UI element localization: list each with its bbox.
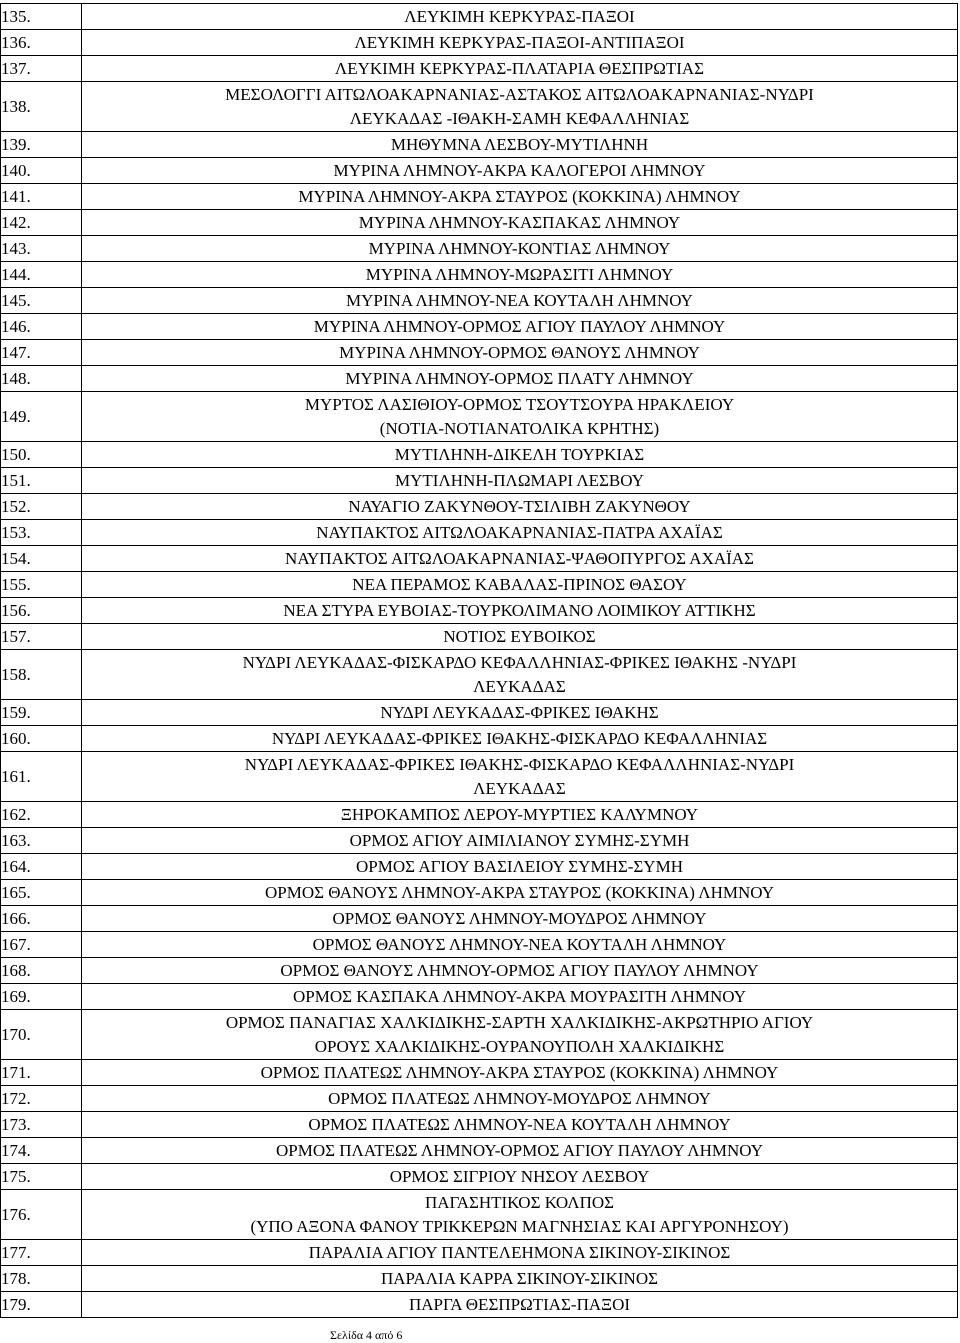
table-row [1, 1190, 958, 1240]
table-row [1, 624, 958, 650]
table-row [1, 1060, 958, 1086]
row-number: 177. [1, 1240, 82, 1266]
row-number: 153. [1, 520, 82, 546]
route-name [82, 1060, 958, 1086]
row-number: 171. [1, 1060, 82, 1086]
row-number: 138. [1, 82, 82, 132]
route-name [82, 932, 958, 958]
route-name-line: ΛΕΥΚΙΜΗ ΚΕΡΚΥΡΑΣ-ΠΑΞΟΙ [404, 6, 635, 26]
table-row [1, 288, 958, 314]
row-number: 150. [1, 442, 82, 468]
route-name-line: ΜΥΡΙΝΑ ΛΗΜΝΟΥ-ΟΡΜΟΣ ΘΑΝΟΥΣ ΛΗΜΝΟΥ [339, 342, 700, 362]
row-number: 141. [1, 184, 82, 210]
table-row [1, 442, 958, 468]
table-row [1, 726, 958, 752]
table-row [1, 468, 958, 494]
row-number: 156. [1, 598, 82, 624]
route-name [82, 468, 958, 494]
route-name-line: ΜΕΣΟΛΟΓΓΙ ΑΙΤΩΛΟΑΚΑΡΝΑΝΙΑΣ-ΑΣΤΑΚΟΣ ΑΙΤΩΛΟΑΚΑΡΝΑΝΙΑΣ-ΝΥΔΡΙ [225, 84, 814, 104]
row-number: 174. [1, 1138, 82, 1164]
route-name [82, 262, 958, 288]
route-name [82, 624, 958, 650]
route-name [82, 1164, 958, 1190]
route-name-line: ΛΕΥΚΙΜΗ ΚΕΡΚΥΡΑΣ-ΠΛΑΤΑΡΙΑ ΘΕΣΠΡΩΤΙΑΣ [334, 58, 705, 78]
row-number: 135. [1, 4, 82, 30]
route-name [82, 184, 958, 210]
route-name-line: ΜΥΡΙΝΑ ΛΗΜΝΟΥ-ΚΑΣΠΑΚΑΣ ΛΗΜΝΟΥ [358, 212, 681, 232]
table-row [1, 340, 958, 366]
row-number: 169. [1, 984, 82, 1010]
route-name [82, 828, 958, 854]
row-number: 146. [1, 314, 82, 340]
route-name-line: ΝΑΥΑΓΙΟ ΖΑΚΥΝΘΟΥ-ΤΣΙΛΙΒΗ ΖΑΚΥΝΘΟΥ [348, 496, 691, 516]
route-name-line: ΟΡΜΟΣ ΘΑΝΟΥΣ ΛΗΜΝΟΥ-ΟΡΜΟΣ ΑΓΙΟΥ ΠΑΥΛΟΥ ΛΗΜΝΟΥ [280, 960, 759, 980]
route-name-line: ΟΡΜΟΣ ΠΑΝΑΓΙΑΣ ΧΑΛΚΙΔΙΚΗΣ-ΣΑΡΤΗ ΧΑΛΚΙΔΙΚΗΣ-ΑΚΡΩΤΗΡΙΟ ΑΓΙΟΥ [225, 1012, 814, 1032]
route-name-line: ΜΥΡΤΟΣ ΛΑΣΙΘΙΟΥ-ΟΡΜΟΣ ΤΣΟΥΤΣΟΥΡΑ ΗΡΑΚΛΕΙΟΥ [304, 394, 735, 414]
route-name-line: ΝΑΥΠΑΚΤΟΣ ΑΙΤΩΛΟΑΚΑΡΝΑΝΙΑΣ-ΠΑΤΡΑ ΑΧΑΪΑΣ [316, 522, 723, 542]
route-name-line: ΝΕΑ ΣΤΥΡΑ ΕΥΒΟΙΑΣ-ΤΟΥΡΚΟΛΙΜΑΝΟ ΛΟΙΜΙΚΟΥ ΑΤΤΙΚΗΣ [283, 600, 756, 620]
route-name [82, 288, 958, 314]
row-number: 151. [1, 468, 82, 494]
table-row [1, 1266, 958, 1292]
route-name [82, 158, 958, 184]
table-row [1, 158, 958, 184]
table-row [1, 210, 958, 236]
route-name [82, 802, 958, 828]
route-name-line: ΟΡΜΟΣ ΘΑΝΟΥΣ ΛΗΜΝΟΥ-ΜΟΥΔΡΟΣ ΛΗΜΝΟΥ [332, 908, 707, 928]
table-row [1, 314, 958, 340]
route-name [82, 984, 958, 1010]
row-number: 142. [1, 210, 82, 236]
route-name-line: ΜΥΡΙΝΑ ΛΗΜΝΟΥ-ΑΚΡΑ ΣΤΑΥΡΟΣ (ΚΟΚΚΙΝΑ) ΛΗΜΝΟΥ [298, 186, 741, 206]
route-name [82, 1112, 958, 1138]
table-row [1, 236, 958, 262]
table-row [1, 958, 958, 984]
route-name-line: ΟΡΜΟΣ ΘΑΝΟΥΣ ΛΗΜΝΟΥ-ΝΕΑ ΚΟΥΤΑΛΗ ΛΗΜΝΟΥ [312, 934, 727, 954]
route-name-line: ΝΕΑ ΠΕΡΑΜΟΣ ΚΑΒΑΛΑΣ-ΠΡΙΝΟΣ ΘΑΣΟΥ [352, 574, 687, 594]
row-number: 176. [1, 1190, 82, 1240]
route-name-line: (ΥΠΟ ΑΞΟΝΑ ΦΑΝΟΥ ΤΡΙΚΚΕΡΩΝ ΜΑΓΝΗΣΙΑΣ ΚΑΙ ΑΡΓΥΡΟΝΗΣΟΥ) [250, 1216, 789, 1236]
row-number: 165. [1, 880, 82, 906]
table-row [1, 572, 958, 598]
route-name [82, 366, 958, 392]
route-name [82, 210, 958, 236]
table-row [1, 802, 958, 828]
route-name [82, 494, 958, 520]
table-row [1, 598, 958, 624]
table-row [1, 132, 958, 158]
route-name [82, 854, 958, 880]
route-name [82, 56, 958, 82]
table-row [1, 366, 958, 392]
route-name-line: ΛΕΥΚΙΜΗ ΚΕΡΚΥΡΑΣ-ΠΑΞΟΙ-ΑΝΤΙΠΑΞΟΙ [354, 32, 685, 52]
row-number: 159. [1, 700, 82, 726]
table-row [1, 828, 958, 854]
row-number: 154. [1, 546, 82, 572]
row-number: 155. [1, 572, 82, 598]
route-name-line: ΝΥΔΡΙ ΛΕΥΚΑΔΑΣ-ΦΡΙΚΕΣ ΙΘΑΚΗΣ-ΦΙΣΚΑΡΔΟ ΚΕΦΑΛΛΗΝΙΑΣ-ΝΥΔΡΙ [244, 754, 795, 774]
row-number: 145. [1, 288, 82, 314]
table-row [1, 392, 958, 442]
route-name-line: ΜΥΡΙΝΑ ΛΗΜΝΟΥ-ΝΕΑ ΚΟΥΤΑΛΗ ΛΗΜΝΟΥ [346, 290, 693, 310]
row-number: 140. [1, 158, 82, 184]
route-name-line: ΜΥΤΙΛΗΝΗ-ΠΛΩΜΑΡΙ ΛΕΣΒΟΥ [395, 470, 644, 490]
route-name-line: ΜΥΡΙΝΑ ΛΗΜΝΟΥ-ΜΩΡΑΣΙΤΙ ΛΗΜΝΟΥ [365, 264, 674, 284]
route-name-line: ΟΡΜΟΣ ΘΑΝΟΥΣ ΛΗΜΝΟΥ-ΑΚΡΑ ΣΤΑΥΡΟΣ (ΚΟΚΚΙΝΑ) ΛΗΜΝΟΥ [264, 882, 774, 902]
route-name-line: ΜΥΡΙΝΑ ΛΗΜΝΟΥ-ΚΟΝΤΙΑΣ ΛΗΜΝΟΥ [368, 238, 671, 258]
route-name [82, 442, 958, 468]
page-footer: Σελίδα 4 από 6 [330, 1328, 403, 1342]
row-number: 170. [1, 1010, 82, 1060]
route-name [82, 132, 958, 158]
row-number: 136. [1, 30, 82, 56]
route-name [82, 30, 958, 56]
row-number: 164. [1, 854, 82, 880]
route-name [82, 1086, 958, 1112]
route-name [82, 4, 958, 30]
route-name-line: ΛΕΥΚΑΔΑΣ [473, 778, 566, 798]
table-row [1, 184, 958, 210]
row-number: 173. [1, 1112, 82, 1138]
table-row [1, 1112, 958, 1138]
row-number: 137. [1, 56, 82, 82]
table-row [1, 30, 958, 56]
route-name-line: ΟΡΜΟΣ ΚΑΣΠΑΚΑ ΛΗΜΝΟΥ-ΑΚΡΑ ΜΟΥΡΑΣΙΤΗ ΛΗΜΝΟΥ [293, 986, 746, 1006]
route-name [82, 236, 958, 262]
routes-table-body [1, 4, 958, 1318]
table-row [1, 494, 958, 520]
route-name-line: ΟΡΜΟΣ ΑΓΙΟΥ ΑΙΜΙΛΙΑΝΟΥ ΣΥΜΗΣ-ΣΥΜΗ [349, 830, 690, 850]
route-name-line: ΜΥΡΙΝΑ ΛΗΜΝΟΥ-ΟΡΜΟΣ ΑΓΙΟΥ ΠΑΥΛΟΥ ΛΗΜΝΟΥ [313, 316, 726, 336]
route-name-line: ΝΥΔΡΙ ΛΕΥΚΑΔΑΣ-ΦΡΙΚΕΣ ΙΘΑΚΗΣ-ΦΙΣΚΑΡΔΟ ΚΕΦΑΛΛΗΝΙΑΣ [271, 728, 768, 748]
route-name-line: ΟΡΜΟΣ ΣΙΓΡΙΟΥ ΝΗΣΟΥ ΛΕΣΒΟΥ [389, 1166, 650, 1186]
route-name [82, 1240, 958, 1266]
route-name [82, 906, 958, 932]
route-name-line: ΟΡΜΟΣ ΠΛΑΤΕΩΣ ΛΗΜΝΟΥ-ΝΕΑ ΚΟΥΤΑΛΗ ΛΗΜΝΟΥ [308, 1114, 731, 1134]
table-row [1, 1164, 958, 1190]
table-row [1, 880, 958, 906]
row-number: 179. [1, 1292, 82, 1318]
route-name-line: ΛΕΥΚΑΔΑΣ [473, 676, 566, 696]
route-name-line: ΜΥΡΙΝΑ ΛΗΜΝΟΥ-ΑΚΡΑ ΚΑΛΟΓΕΡΟΙ ΛΗΜΝΟΥ [333, 160, 706, 180]
table-row [1, 546, 958, 572]
table-row [1, 1010, 958, 1060]
route-name-line: ΛΕΥΚΑΔΑΣ -ΙΘΑΚΗ-ΣΑΜΗ ΚΕΦΑΛΛΗΝΙΑΣ [349, 108, 690, 128]
route-name [82, 1292, 958, 1318]
table-row [1, 82, 958, 132]
route-name [82, 598, 958, 624]
route-name-line: (ΝΟΤΙΑ-ΝΟΤΙΑΝΑΤΟΛΙΚΑ ΚΡΗΤΗΣ) [379, 418, 660, 438]
route-name-line: ΠΑΡΓΑ ΘΕΣΠΡΩΤΙΑΣ-ΠΑΞΟΙ [408, 1294, 631, 1314]
route-name [82, 392, 958, 442]
route-name [82, 726, 958, 752]
row-number: 143. [1, 236, 82, 262]
row-number: 157. [1, 624, 82, 650]
route-name [82, 880, 958, 906]
row-number: 160. [1, 726, 82, 752]
route-name [82, 650, 958, 700]
table-row [1, 700, 958, 726]
table-row [1, 1240, 958, 1266]
table-row [1, 1138, 958, 1164]
route-name [82, 314, 958, 340]
table-row [1, 4, 958, 30]
route-name [82, 1010, 958, 1060]
row-number: 175. [1, 1164, 82, 1190]
row-number: 139. [1, 132, 82, 158]
table-row [1, 520, 958, 546]
route-name-line: ΝΑΥΠΑΚΤΟΣ ΑΙΤΩΛΟΑΚΑΡΝΑΝΙΑΣ-ΨΑΘΟΠΥΡΓΟΣ ΑΧΑΪΑΣ [285, 548, 754, 568]
route-name [82, 572, 958, 598]
route-name-line: ΜΥΤΙΛΗΝΗ-ΔΙΚΕΛΗ ΤΟΥΡΚΙΑΣ [394, 444, 645, 464]
table-row [1, 1086, 958, 1112]
route-name-line: ΝΥΔΡΙ ΛΕΥΚΑΔΑΣ-ΦΡΙΚΕΣ ΙΘΑΚΗΣ [380, 702, 659, 722]
row-number: 178. [1, 1266, 82, 1292]
routes-table [0, 3, 958, 1318]
route-name [82, 82, 958, 132]
route-name-line: ΜΗΘΥΜΝΑ ΛΕΣΒΟΥ-ΜΥΤΙΛΗΝΗ [390, 134, 649, 154]
row-number: 158. [1, 650, 82, 700]
route-name-line: ΝΥΔΡΙ ΛΕΥΚΑΔΑΣ-ΦΙΣΚΑΡΔΟ ΚΕΦΑΛΛΗΝΙΑΣ-ΦΡΙΚΕΣ ΙΘΑΚΗΣ -ΝΥΔΡΙ [242, 652, 797, 672]
row-number: 162. [1, 802, 82, 828]
row-number: 144. [1, 262, 82, 288]
row-number: 166. [1, 906, 82, 932]
table-row [1, 650, 958, 700]
route-name [82, 520, 958, 546]
row-number: 168. [1, 958, 82, 984]
row-number: 148. [1, 366, 82, 392]
row-number: 152. [1, 494, 82, 520]
row-number: 167. [1, 932, 82, 958]
route-name [82, 340, 958, 366]
table-row [1, 752, 958, 802]
row-number: 147. [1, 340, 82, 366]
route-name [82, 1190, 958, 1240]
route-name [82, 752, 958, 802]
route-name-line: ΠΑΡΑΛΙΑ ΑΓΙΟΥ ΠΑΝΤΕΛΕΗΜΟΝΑ ΣΙΚΙΝΟΥ-ΣΙΚΙΝΟΣ [308, 1242, 731, 1262]
table-row [1, 906, 958, 932]
route-name-line: ΜΥΡΙΝΑ ΛΗΜΝΟΥ-ΟΡΜΟΣ ΠΛΑΤΥ ΛΗΜΝΟΥ [345, 368, 694, 388]
row-number: 163. [1, 828, 82, 854]
table-row [1, 262, 958, 288]
row-number: 161. [1, 752, 82, 802]
route-name-line: ΞΗΡΟΚΑΜΠΟΣ ΛΕΡΟΥ-ΜΥΡΤΙΕΣ ΚΑΛΥΜΝΟΥ [340, 804, 699, 824]
route-name [82, 700, 958, 726]
table-row [1, 1292, 958, 1318]
route-name [82, 1138, 958, 1164]
table-row [1, 932, 958, 958]
table-row [1, 854, 958, 880]
route-name [82, 1266, 958, 1292]
route-name [82, 546, 958, 572]
row-number: 172. [1, 1086, 82, 1112]
route-name-line: ΟΡΜΟΣ ΑΓΙΟΥ ΒΑΣΙΛΕΙΟΥ ΣΥΜΗΣ-ΣΥΜΗ [356, 856, 683, 876]
route-name-line: ΝΟΤΙΟΣ ΕΥΒΟΙΚΟΣ [443, 626, 596, 646]
route-name-line: ΠΑΓΑΣΗΤΙΚΟΣ ΚΟΛΠΟΣ [424, 1192, 615, 1212]
table-row [1, 56, 958, 82]
route-name [82, 958, 958, 984]
route-name-line: ΟΡΜΟΣ ΠΛΑΤΕΩΣ ΛΗΜΝΟΥ-ΑΚΡΑ ΣΤΑΥΡΟΣ (ΚΟΚΚΙΝΑ) ΛΗΜΝΟΥ [260, 1062, 779, 1082]
route-name-line: ΠΑΡΑΛΙΑ ΚΑΡΡΑ ΣΙΚΙΝΟΥ-ΣΙΚΙΝΟΣ [380, 1268, 659, 1288]
route-name-line: ΟΡΜΟΣ ΠΛΑΤΕΩΣ ΛΗΜΝΟΥ-ΜΟΥΔΡΟΣ ΛΗΜΝΟΥ [328, 1088, 711, 1108]
route-name-line: ΟΡΜΟΣ ΠΛΑΤΕΩΣ ΛΗΜΝΟΥ-ΟΡΜΟΣ ΑΓΙΟΥ ΠΑΥΛΟΥ ΛΗΜΝΟΥ [276, 1140, 763, 1160]
table-row [1, 984, 958, 1010]
route-name-line: ΟΡΟΥΣ ΧΑΛΚΙΔΙΚΗΣ-ΟΥΡΑΝΟΥΠΟΛΗ ΧΑΛΚΙΔΙΚΗΣ [314, 1036, 725, 1056]
row-number: 149. [1, 392, 82, 442]
